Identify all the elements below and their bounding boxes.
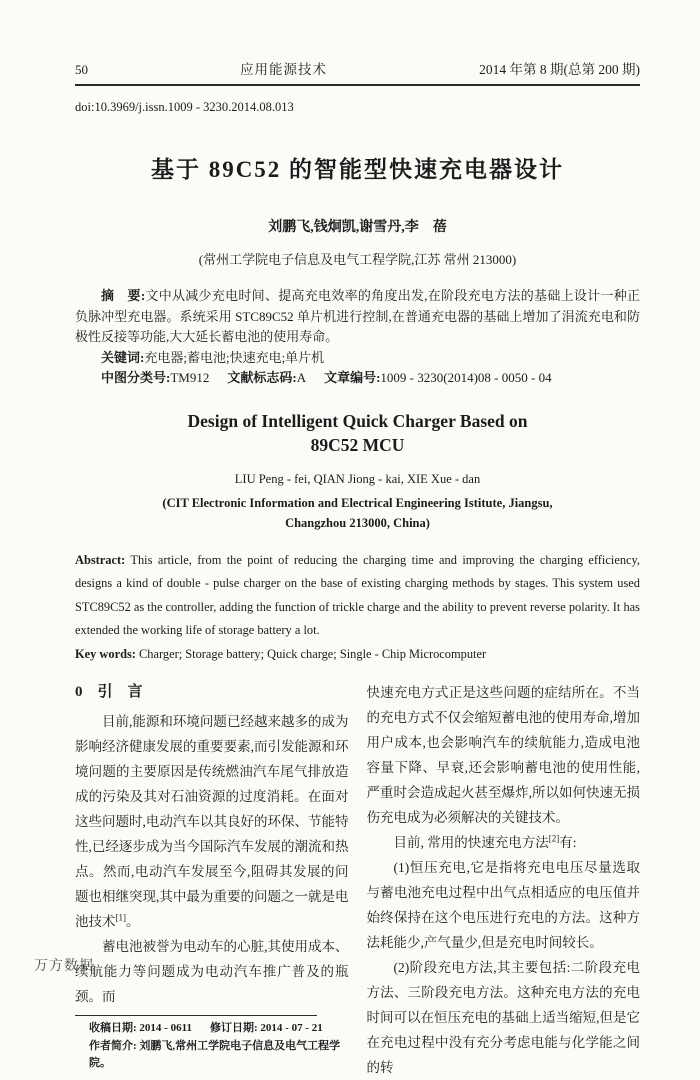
article-id: 文章编号:1009 - 3230(2014)08 - 0050 - 04: [324, 370, 552, 385]
left-column: [75, 680, 349, 1080]
keywords-en: [75, 643, 640, 667]
right-column: [367, 680, 641, 1080]
footnote-dates: 收稿日期: 2014 - 0611 修订日期: 2014 - 07 - 21: [89, 1022, 323, 1034]
meta-line: [75, 368, 640, 389]
abstract-en-text: This article, from the point of reducing the charging time and improving the charging efficiency, designs a kind of double - pulse charger on the base of existing charging methods by stages. This system used STC89C52 as the controller, adding the function of trickle charge and the ability to prevent reverse polarity. It has extended the working life of storage battery a lot.: [75, 552, 640, 637]
right-paragraph-3: (1)恒压充电,它是指将充电电压尽量选取与蓄电池充电过程中出气点相适应的电压值并始终保持在这个电压进行充电的方法。这种方法耗能少,产气量少,但是充电时间较长。: [366, 860, 640, 950]
abstract-en-label: Abstract:: [75, 552, 126, 567]
paper-title-en: [75, 409, 640, 457]
doi-line: doi:10.3969/j.issn.1009 - 3230.2014.08.013: [75, 100, 294, 114]
abstract-cn-label: 摘 要:: [101, 288, 146, 303]
document-code: 文献标志码:A: [227, 370, 307, 385]
page-content: [75, 0, 640, 1080]
authors-cn: 刘鹏飞,钱炯凯,谢雪丹,李 蓓: [268, 220, 447, 235]
citation-ref-1: [1]: [115, 912, 126, 923]
footnote-block: [75, 1015, 349, 1073]
abstract-cn-text: 文中从减少充电时间、提高充电效率的角度出发,在阶段充电方法的基础上设计一种正负脉冲型充电器。系统采用 STC89C52 单片机进行控制,在普通充电器的基础上增加了涓流充电和防极性反接等功能,大大延长蓄电池的使用寿命。: [75, 288, 640, 344]
keywords-cn-label: 关键词:: [101, 349, 145, 365]
journal-name: 应用能源技术: [240, 62, 328, 77]
keywords-en-text: Charger; Storage battery; Quick charge; Single - Chip Microcomputer: [135, 646, 487, 661]
body-columns: [75, 680, 640, 1080]
clc-number: 中图分类号:TM912: [101, 370, 210, 385]
abstract-cn: [75, 286, 640, 348]
abstract-en: [75, 549, 640, 643]
paper-title-en-line1: Design of Intelligent Quick Charger Based on: [187, 410, 528, 431]
footnote-divider: [75, 1015, 317, 1016]
citation-ref-2: [2]: [548, 833, 560, 844]
right-paragraph-2: 目前, 常用的快速充电方法[2]有:: [393, 833, 577, 850]
right-paragraph-4: (2)阶段充电方法,其主要包括:二阶段充电方法、三阶段充电方法。这种充电方法的充电时间可以在恒压充电的基础上适当缩短,但是它在充电过程中没有充分考虑电能与化学能之间的转: [366, 960, 640, 1075]
affiliation-en-line2: Changzhou 213000, China): [285, 515, 430, 530]
wanfang-watermark: 万方数据: [34, 957, 94, 973]
right-paragraph-1: 快速充电方式正是这些问题的症结所在。不当的充电方式不仅会缩短蓄电池的使用寿命,增加用户成本,也会影响汽车的续航能力,造成电池容量下降、早衰,还会影响蓄电池的使用性能,严重时会造成起火甚至爆炸,所以如何快速无损伤充电成为必须解决的关键技术。: [366, 685, 640, 825]
affiliation-en: [75, 493, 640, 533]
affiliation-en-line1: (CIT Electronic Information and Electrical Engineering Istitute, Jiangsu,: [162, 495, 553, 510]
page-number: 50: [75, 62, 88, 77]
paper-title-en-line2: 89C52 MCU: [310, 434, 405, 455]
keywords-cn: [75, 348, 640, 369]
issue-info: 2014 年第 8 期(总第 200 期): [479, 62, 640, 77]
keywords-en-label: Key words:: [75, 646, 136, 661]
paper-title-cn: 基于 89C52 的智能型快速充电器设计: [150, 157, 565, 182]
footnote-author-bio: 作者简介: 刘鹏飞,常州工学院电子信息及电气工程学院。: [89, 1039, 341, 1069]
left-paragraph-1: 目前,能源和环境问题已经越来越多的成为影响经济健康发展的重要要素,而引发能源和环境问题的主要原因是传统燃油汽车尾气排放造成的污染及其对石油资源的过度消耗。在面对这些问题时,电动汽车以其良好的环保、节能特性,已经逐步成为当今国际汽车发展的潮流和热点。然而,电动汽车发展至今,阻碍其发展的问题也相继突现,其中最为重要的问题之一就是电池技术[1]。: [75, 714, 349, 929]
authors-en: LIU Peng - fei, QIAN Jiong - kai, XIE Xue - dan: [234, 471, 481, 486]
left-paragraph-2: 蓄电池被誉为电动车的心脏,其使用成本、续航能力等问题成为电动汽车推广普及的瓶颈。而: [75, 939, 349, 1004]
section-heading-intro: 0 引 言: [75, 684, 143, 700]
keywords-cn-text: 充电器;蓄电池;快速充电;单片机: [144, 349, 325, 365]
affiliation-cn: (常州工学院电子信息及电气工程学院,江苏 常州 213000): [198, 252, 517, 267]
journal-header: [75, 0, 640, 86]
